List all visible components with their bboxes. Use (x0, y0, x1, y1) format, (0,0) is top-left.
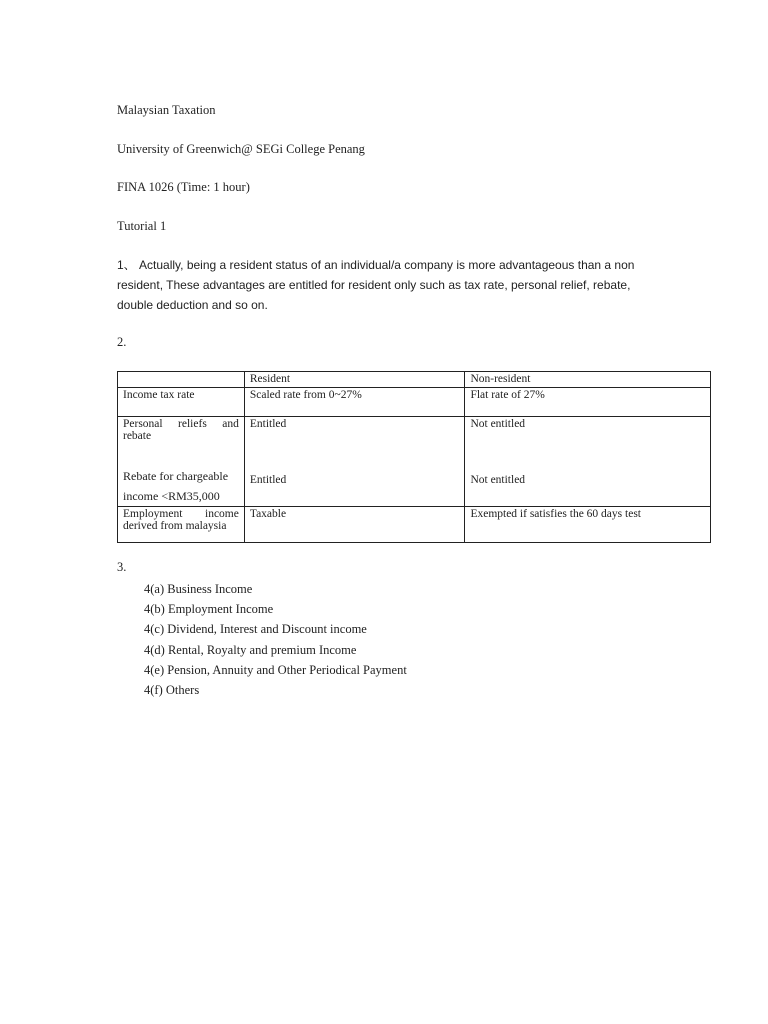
list-item: 4(f) Others (144, 683, 200, 698)
list-item: 4(e) Pension, Annuity and Other Periodical Payment (144, 662, 407, 677)
non-resident-cell (465, 417, 711, 507)
question-1-number: 1、 (117, 258, 136, 272)
list-item: 4(d) Rental, Royalty and premium Income (144, 642, 357, 657)
table-row (118, 388, 711, 417)
table-header-row (118, 372, 711, 388)
course-code-time: FINA 1026 (Time: 1 hour) (117, 180, 250, 194)
resident-cell: Taxable (244, 507, 465, 543)
course-title: Malaysian Taxation (117, 103, 216, 117)
university-line: University of Greenwich@ SEGi College Penang (117, 142, 365, 156)
non-resident-cell: Exempted if satisfies the 60 days test (465, 507, 711, 543)
resident-cell: Scaled rate from 0~27% (244, 388, 465, 417)
row-label (118, 417, 245, 507)
residency-comparison-table (117, 371, 711, 543)
personal-reliefs-non-resident: Not entitled (470, 418, 526, 430)
list-item: 4(c) Dividend, Interest and Discount income (144, 622, 367, 637)
table-header-cell: Resident (244, 372, 465, 388)
personal-reliefs-label: Personal reliefs and rebate (123, 418, 239, 442)
question-3-number: 3. (117, 560, 127, 574)
rebate-non-resident: Not entitled (470, 474, 526, 486)
table-row (118, 507, 711, 543)
table-header-cell: Non-resident (465, 372, 711, 388)
question-2-number: 2. (117, 335, 127, 349)
list-item: 4(b) Employment Income (144, 602, 274, 617)
row-label: Income tax rate (118, 388, 245, 417)
rebate-label: Rebate for chargeable income <RM35,000 (123, 469, 229, 503)
row-label: Employment income derived from malaysia (118, 507, 245, 543)
non-resident-cell: Flat rate of 27% (465, 388, 711, 417)
income-sources-list (144, 579, 407, 700)
list-item: 4(a) Business Income (144, 582, 253, 596)
personal-reliefs-resident: Entitled (249, 418, 287, 430)
rebate-resident: Entitled (249, 474, 287, 486)
question-1-text: Actually, being a resident status of an individual/a company is more advantageous than a non resident, These advantages are entitled for resident only such as tax rate, personal relief, rebate, double deduction and so on. (117, 258, 635, 312)
table-row (118, 417, 711, 507)
question-1-answer (117, 255, 657, 315)
resident-cell (244, 417, 465, 507)
tutorial-title: Tutorial 1 (117, 219, 167, 233)
table-header-cell (118, 372, 245, 388)
